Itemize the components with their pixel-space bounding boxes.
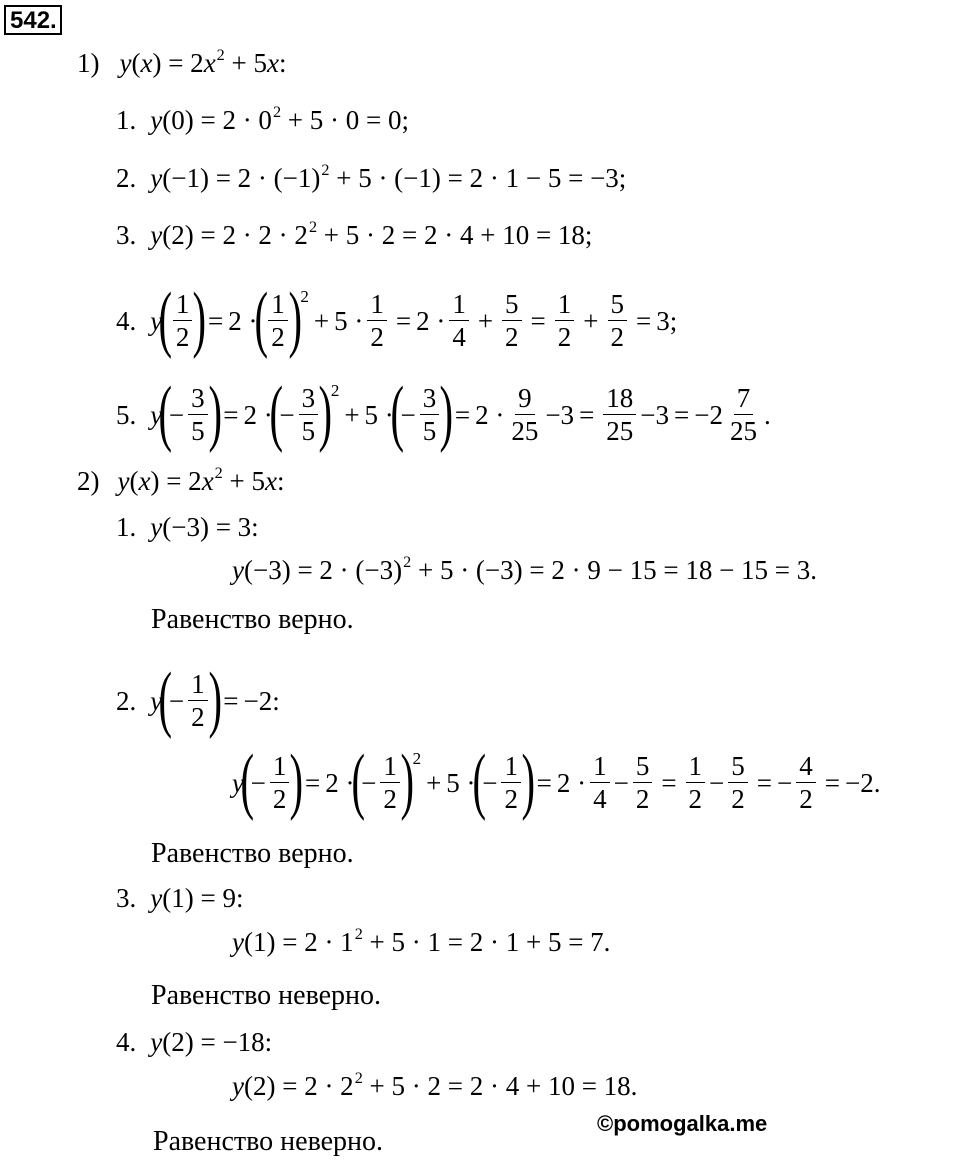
part1-item-2: 2. $y(-1) = 2 \cdot (-1)^2 + 5 \cdot (-1) = 2 \cdot 1 - 5 = -3$; [116, 160, 627, 193]
part1-header: 1) $y(x) = 2x^2 + 5x$: [77, 45, 287, 78]
part1-item-3: 3. $y(2) = 2 \cdot 2 \cdot 2^2 + 5 \cdot 2 = 2 \cdot 4 + 10 = 18$; [116, 217, 593, 250]
part2-item-4-calc: $y(2) = 2 \cdot 2^2 + 5 \cdot 2 = 2 \cdot 4 + 10 = 18$. [232, 1068, 638, 1101]
item-number: 1. [116, 105, 137, 135]
item-number: 4. [116, 1027, 137, 1057]
part2-item-1-claim: 1. y(−3) = 3: [116, 512, 259, 542]
item-number: 2. [116, 163, 137, 193]
part2-item-1-verdict: Равенство верно. [151, 604, 354, 635]
problem-number: 542. [4, 5, 62, 35]
part1-item-1: 1. $y(0) = 2 \cdot 0^2 + 5 \cdot 0 = 0$; [116, 102, 409, 135]
part2-header: 2) $y(x) = 2x^2 + 5x$: [77, 463, 285, 496]
watermark: ©pomogalka.me [597, 1111, 768, 1136]
part2-item-2-claim: 2. y ( − $\frac{1}{2}$ ) = −2: [116, 658, 280, 740]
item-number: 2. [116, 685, 137, 716]
part2-item-2-verdict: Равенство верно. [151, 838, 354, 869]
part2-item-1-calc: $y(-3) = 2 \cdot (-3)^2 + 5 \cdot (-3) = 2 \cdot 9 - 15 = 18 - 15 = 3$. [232, 552, 818, 585]
item-number: 3. [116, 220, 137, 250]
part1-label: 1) [77, 48, 100, 78]
part2-item-3-verdict: Равенство неверно. [151, 980, 382, 1011]
part2-item-3-claim: 3. y(1) = 9: [116, 883, 244, 913]
item-number: 5. [116, 399, 137, 430]
part2-item-4-claim: 4. y(2) = −18: [116, 1027, 273, 1057]
part2-label: 2) [77, 466, 100, 496]
part1-item-4: 4. y ( $\frac{1}{2}$ ) = 2 · ( $\frac{1}{2}$ ) 2 + 5 · $\frac{1}{2}$ = 2 · $\frac{1}{4}$ + $\frac{5}{2}$ = $\frac{1}{2}$ + $\frac{5}{2}$ = 3; [116, 278, 678, 360]
part2-item-4-verdict: Равенство неверно. [153, 1126, 384, 1157]
part1-item-5: 5. y ( − $\frac{3}{5}$ ) = 2 · ( − $\frac{3}{5}$ ) 2 + 5 · ( − $\frac{3}{5}$ ) = 2 · $\frac{9}{25}$ −3 = $\frac{18}{25}$ −3 = −2 $\frac{7}{25}$ . [116, 372, 771, 454]
item-number: 3. [116, 883, 137, 913]
item-number: 1. [116, 512, 137, 542]
part2-item-2-calc: y ( − $\frac{1}{2}$ ) = 2 · ( − $\frac{1}{2}$ ) 2 + 5 · ( − $\frac{1}{2}$ ) = 2 · $\frac{1}{4}$ − $\frac{5}{2}$ = $\frac{1}{2}$ − $\frac{5}{2}$ = − $\frac{4}{2}$ = −2. [232, 740, 881, 822]
item-number: 4. [116, 305, 137, 336]
part2-item-3-calc: $y(1) = 2 \cdot 1^2 + 5 \cdot 1 = 2 \cdot 1 + 5 = 7$. [232, 924, 611, 957]
